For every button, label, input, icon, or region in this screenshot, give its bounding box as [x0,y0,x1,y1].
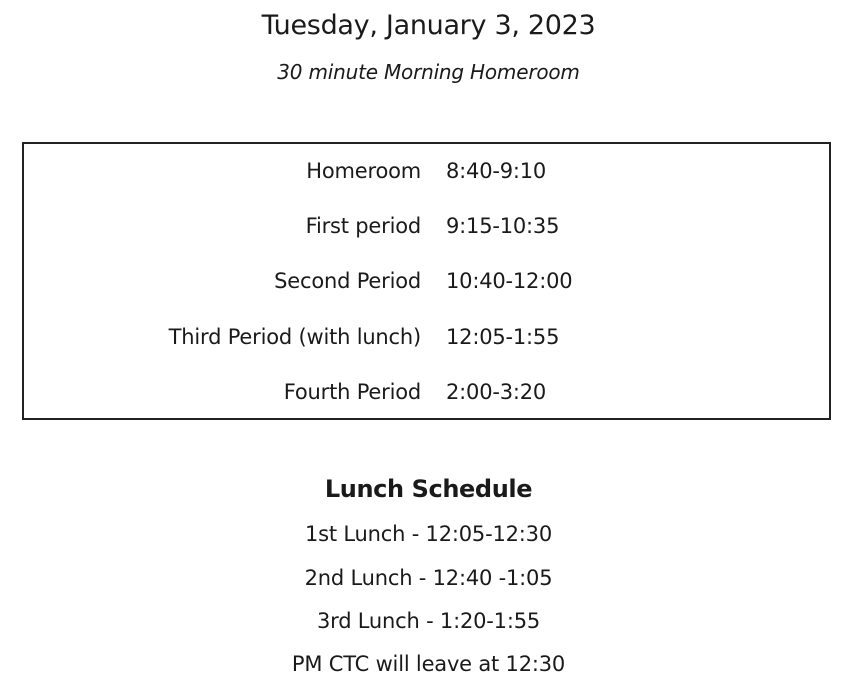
table-row [24,254,829,309]
period-name: Third Period (with lunch) [168,325,421,349]
table-row [24,199,829,254]
period-time: 12:05-1:55 [446,325,560,349]
period-time: 10:40-12:00 [446,269,573,293]
lunch-line: 3rd Lunch - 1:20-1:55 [316,609,541,633]
period-time: 8:40-9:10 [446,159,547,183]
lunch-schedule-heading: Lunch Schedule [324,475,533,503]
date-title: Tuesday, January 3, 2023 [261,10,596,41]
lunch-line: 2nd Lunch - 12:40 -1:05 [304,566,553,590]
period-name: Fourth Period [283,380,421,404]
period-name: Homeroom [306,159,421,183]
table-row [24,310,829,365]
schedule-subtitle: 30 minute Morning Homeroom [277,60,580,84]
lunch-line: 1st Lunch - 12:05-12:30 [305,522,552,546]
period-name: First period [305,214,421,238]
period-time: 9:15-10:35 [446,214,560,238]
table-row [24,365,829,420]
bell-schedule-table [22,142,831,420]
ctc-departure-note: PM CTC will leave at 12:30 [291,652,566,676]
table-row [24,144,829,199]
period-name: Second Period [274,269,421,293]
period-time: 2:00-3:20 [446,380,547,404]
